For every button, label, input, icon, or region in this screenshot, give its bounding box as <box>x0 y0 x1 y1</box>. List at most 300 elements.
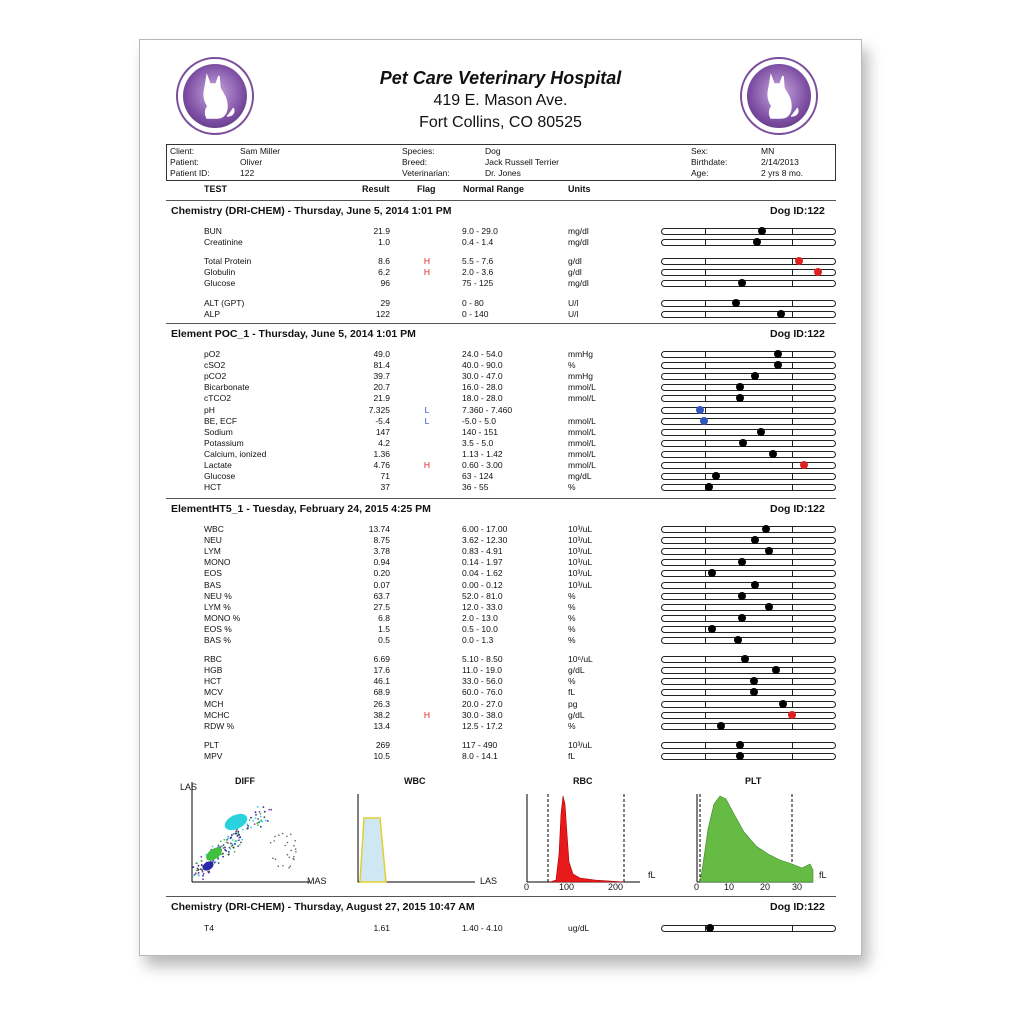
diff-scatter-point <box>275 858 277 860</box>
wbc-x-label: LAS <box>480 876 498 886</box>
range-boundary-tick <box>792 395 793 402</box>
test-normal-range: 12.0 - 33.0 <box>462 601 503 612</box>
test-normal-range: 1.13 - 1.42 <box>462 448 503 459</box>
diff-scatter-point <box>208 871 210 873</box>
result-row <box>140 591 861 602</box>
diff-scatter-point <box>226 842 228 844</box>
test-units: mmol/L <box>568 460 596 470</box>
diff-scatter-point <box>224 849 226 851</box>
result-position-dot <box>777 310 785 318</box>
test-flag: H <box>423 709 431 720</box>
test-units: % <box>568 601 576 612</box>
diff-scatter-point <box>201 865 203 867</box>
result-position-dot <box>705 483 713 491</box>
test-name: LYM % <box>204 601 231 612</box>
result-row <box>140 309 861 320</box>
result-row <box>140 237 861 248</box>
species-label: Species: <box>402 146 435 156</box>
test-name: MCHC <box>204 709 230 720</box>
range-boundary-tick <box>705 626 706 633</box>
diff-scatter-point <box>294 840 296 842</box>
test-name: LYM <box>204 546 221 557</box>
diff-scatter-point <box>263 806 265 808</box>
diff-scatter-point <box>265 820 267 822</box>
test-result: 122 <box>375 308 390 319</box>
lab-report-page <box>139 39 862 956</box>
test-result: 68.9 <box>373 687 390 698</box>
diff-scatter-point <box>227 842 229 844</box>
range-indicator-bar <box>661 742 836 749</box>
test-name: PLT <box>204 739 219 750</box>
diff-scatter-point <box>232 839 234 841</box>
test-result: 49.0 <box>373 349 390 359</box>
vet-value: Dr. Jones <box>485 168 521 178</box>
result-row <box>140 438 861 449</box>
range-boundary-tick <box>705 351 706 358</box>
diff-scatter-point <box>290 850 292 852</box>
test-result: 71 <box>380 471 390 482</box>
test-result: 6.69 <box>373 654 390 665</box>
diff-scatter-point <box>272 858 274 860</box>
diff-scatter-point <box>260 820 262 822</box>
test-units: % <box>568 676 576 687</box>
plt-x-label: fL <box>819 870 827 880</box>
test-normal-range: -5.0 - 5.0 <box>462 415 497 426</box>
section-divider <box>166 896 836 897</box>
patient-info-box <box>166 144 836 181</box>
range-boundary-tick <box>705 526 706 533</box>
range-boundary-tick <box>792 451 793 458</box>
test-result: 4.2 <box>378 437 390 448</box>
vet-label: Veterinarian: <box>402 168 450 178</box>
range-boundary-tick <box>792 723 793 730</box>
test-units: fL <box>568 687 576 698</box>
test-normal-range: 0.83 - 4.91 <box>462 546 503 557</box>
diff-scatter-point <box>202 871 204 873</box>
range-boundary-tick <box>705 712 706 719</box>
range-indicator-bar <box>661 615 836 622</box>
range-boundary-tick <box>792 418 793 425</box>
test-normal-range: 0.60 - 3.00 <box>462 460 503 470</box>
range-boundary-tick <box>705 407 706 414</box>
result-position-dot <box>739 439 747 447</box>
result-position-dot <box>736 752 744 760</box>
rbc-title: RBC <box>573 776 593 786</box>
diff-scatter-point <box>255 818 257 820</box>
test-result: 10.5 <box>373 750 390 761</box>
range-indicator-bar <box>661 228 836 235</box>
section-divider <box>166 498 836 499</box>
test-name: RBC <box>204 654 222 665</box>
test-units: % <box>568 590 576 601</box>
test-flag: L <box>424 415 430 426</box>
diff-scatter-point <box>255 811 257 813</box>
patient-label: Patient: <box>170 157 199 167</box>
diff-scatter-point <box>212 846 214 848</box>
result-position-dot <box>751 581 759 589</box>
range-boundary-tick <box>705 582 706 589</box>
rbc-tick-100: 100 <box>559 882 575 892</box>
result-position-dot <box>734 636 742 644</box>
diff-scatter-point <box>192 875 194 877</box>
test-units: g/dL <box>568 709 585 720</box>
range-boundary-tick <box>792 701 793 708</box>
range-indicator-bar <box>661 637 836 644</box>
range-boundary-tick <box>705 395 706 402</box>
range-boundary-tick <box>705 429 706 436</box>
range-indicator-bar <box>661 280 836 287</box>
diff-scatter-point <box>195 872 197 874</box>
range-boundary-tick <box>705 228 706 235</box>
test-result: 37 <box>380 482 390 493</box>
test-name: MPV <box>204 750 223 761</box>
result-position-dot <box>762 525 770 533</box>
test-units: fL <box>568 750 576 761</box>
test-units: % <box>568 720 576 731</box>
plt-tick-20: 20 <box>760 882 771 892</box>
diff-scatter-point <box>231 834 233 836</box>
range-boundary-tick <box>705 362 706 369</box>
client-value: Sam Miller <box>240 146 281 156</box>
diff-scatter-point <box>200 856 202 858</box>
range-indicator-bar <box>661 626 836 633</box>
test-result: 26.3 <box>373 698 390 709</box>
test-result: 81.4 <box>373 360 390 371</box>
diff-scatter-point <box>196 870 198 872</box>
range-boundary-tick <box>792 559 793 566</box>
diff-scatter-point <box>233 833 235 835</box>
diff-scatter-point <box>198 869 200 871</box>
range-boundary-tick <box>792 351 793 358</box>
diff-scatter-point <box>238 839 240 841</box>
test-normal-range: 1.40 - 4.10 <box>462 923 503 933</box>
range-indicator-bar <box>661 537 836 544</box>
test-normal-range: 30.0 - 38.0 <box>462 709 503 720</box>
diff-scatter-point <box>235 833 237 835</box>
range-boundary-tick <box>705 689 706 696</box>
test-result: 6.2 <box>378 267 390 278</box>
test-normal-range: 9.0 - 29.0 <box>462 226 498 236</box>
test-result: 38.2 <box>373 709 390 720</box>
test-units: U/l <box>568 297 579 308</box>
test-normal-range: 33.0 - 56.0 <box>462 676 503 687</box>
range-boundary-tick <box>705 473 706 480</box>
test-result: 3.78 <box>373 546 390 557</box>
test-name: pH <box>204 404 215 415</box>
test-normal-range: 0.14 - 1.97 <box>462 557 503 568</box>
result-position-dot <box>741 655 749 663</box>
wbc-title: WBC <box>404 776 426 786</box>
diff-scatter-point <box>195 862 197 864</box>
result-row <box>140 382 861 393</box>
range-boundary-tick <box>705 548 706 555</box>
sex-value: MN <box>761 146 775 156</box>
diff-scatter-point <box>235 830 237 832</box>
rbc-tick-200: 200 <box>608 882 624 892</box>
diff-scatter-point <box>200 868 202 870</box>
range-boundary-tick <box>792 440 793 447</box>
result-row <box>140 416 861 427</box>
test-normal-range: 0.0 - 1.3 <box>462 635 494 645</box>
diff-scatter-point <box>290 865 292 867</box>
result-row <box>140 535 861 546</box>
test-result: 21.9 <box>373 226 390 236</box>
result-position-dot <box>736 394 744 402</box>
range-indicator-bar <box>661 300 836 307</box>
test-result: 39.7 <box>373 371 390 382</box>
diff-scatter-point <box>215 861 217 863</box>
range-indicator-bar <box>661 678 836 685</box>
range-boundary-tick <box>705 300 706 307</box>
diff-scatter-point <box>233 847 235 849</box>
diff-scatter-point <box>282 865 284 867</box>
test-name: Sodium <box>204 426 233 437</box>
test-units: 10³/uL <box>568 546 593 557</box>
test-normal-range: 60.0 - 76.0 <box>462 687 503 698</box>
diff-scatter-point <box>274 836 276 838</box>
result-position-dot <box>757 428 765 436</box>
breed-label: Breed: <box>402 157 428 167</box>
diff-scatter-point <box>223 847 225 849</box>
column-header-units: Units <box>568 184 591 194</box>
diff-scatter-point <box>239 836 241 838</box>
result-position-dot <box>712 472 720 480</box>
test-units: mmol/L <box>568 382 596 393</box>
range-boundary-tick <box>792 484 793 491</box>
test-result: 0.20 <box>373 568 390 579</box>
diff-scatter-point <box>234 843 236 845</box>
diff-scatter-point <box>223 844 225 846</box>
range-boundary-tick <box>705 462 706 469</box>
test-normal-range: 2.0 - 3.6 <box>462 267 494 278</box>
result-row <box>140 278 861 289</box>
test-units: 10⁶/uL <box>568 654 593 665</box>
diff-scatter-point <box>250 817 252 819</box>
diff-scatter-point <box>268 809 270 811</box>
range-boundary-tick <box>792 656 793 663</box>
diff-scatter-point <box>267 820 269 822</box>
result-position-dot <box>779 700 787 708</box>
diff-scatter-point <box>201 860 203 862</box>
result-row <box>140 256 861 267</box>
range-indicator-bar <box>661 593 836 600</box>
range-boundary-tick <box>792 548 793 555</box>
section-title: Chemistry (DRI-CHEM) - Thursday, June 5, 2014 1:01 PM <box>171 205 452 217</box>
result-position-dot <box>706 924 714 932</box>
plt-title: PLT <box>745 776 762 786</box>
diff-scatter-point <box>246 828 248 830</box>
test-result: 1.36 <box>373 448 390 459</box>
test-units: mmHg <box>568 349 594 359</box>
age-label: Age: <box>691 168 709 178</box>
diff-scatter-point <box>240 842 242 844</box>
test-normal-range: 30.0 - 47.0 <box>462 371 503 382</box>
diff-scatter-point <box>241 839 243 841</box>
test-name: Globulin <box>204 267 236 278</box>
result-position-dot <box>788 711 796 719</box>
test-units: mmol/L <box>568 437 596 448</box>
plt-tick-30: 30 <box>792 882 803 892</box>
range-boundary-tick <box>705 451 706 458</box>
diff-scatter-point <box>278 834 280 836</box>
range-boundary-tick <box>792 570 793 577</box>
range-boundary-tick <box>792 667 793 674</box>
range-indicator-bar <box>661 712 836 719</box>
diff-scatter-plot <box>192 782 310 882</box>
test-result: 6.8 <box>378 612 390 623</box>
test-units: 10³/uL <box>568 568 593 579</box>
test-result: 147 <box>375 426 390 437</box>
test-result: 269 <box>375 739 390 750</box>
birthdate-label: Birthdate: <box>691 157 728 167</box>
diff-scatter-point <box>220 840 222 842</box>
result-position-dot <box>750 688 758 696</box>
section-divider <box>166 323 836 324</box>
range-indicator-bar <box>661 667 836 674</box>
range-boundary-tick <box>792 689 793 696</box>
diff-scatter-point <box>287 854 289 856</box>
result-position-dot <box>736 383 744 391</box>
section-divider <box>166 200 836 201</box>
section-species-id: Dog ID:122 <box>770 503 825 515</box>
result-position-dot <box>795 257 803 265</box>
diff-scatter-point <box>247 825 249 827</box>
test-name: HCT <box>204 676 222 687</box>
test-normal-range: 3.5 - 5.0 <box>462 437 494 448</box>
range-boundary-tick <box>705 373 706 380</box>
range-boundary-tick <box>792 462 793 469</box>
range-indicator-bar <box>661 925 836 932</box>
result-position-dot <box>738 558 746 566</box>
result-position-dot <box>814 268 822 276</box>
result-position-dot <box>772 666 780 674</box>
diff-scatter-point <box>232 843 234 845</box>
result-row <box>140 568 861 579</box>
range-boundary-tick <box>705 701 706 708</box>
breed-value: Jack Russell Terrier <box>485 157 560 167</box>
result-row <box>140 710 861 721</box>
range-indicator-bar <box>661 269 836 276</box>
test-name: Lactate <box>204 460 232 470</box>
test-name: BAS % <box>204 635 231 645</box>
test-normal-range: 0.00 - 0.12 <box>462 579 503 590</box>
test-name: HGB <box>204 665 223 676</box>
test-units: g/dl <box>568 267 582 278</box>
test-units: pg <box>568 698 578 709</box>
range-indicator-bar <box>661 311 836 318</box>
result-position-dot <box>751 536 759 544</box>
patient-id-label: Patient ID: <box>170 168 210 178</box>
wbc-histogram <box>358 794 475 882</box>
range-boundary-tick <box>792 258 793 265</box>
test-result: 21.9 <box>373 393 390 404</box>
range-indicator-bar <box>661 440 836 447</box>
plt-tick-10: 10 <box>724 882 735 892</box>
result-row <box>140 751 861 762</box>
test-result: 20.7 <box>373 382 390 393</box>
rbc-histogram <box>527 794 640 882</box>
diff-y-label: LAS <box>180 782 198 792</box>
range-boundary-tick <box>792 384 793 391</box>
range-boundary-tick <box>792 429 793 436</box>
test-units: ug/dL <box>568 923 590 933</box>
diff-scatter-point <box>295 848 297 850</box>
test-result: 13.4 <box>373 720 390 731</box>
test-units: % <box>568 623 576 634</box>
test-result: 1.61 <box>373 923 390 933</box>
test-flag: H <box>423 267 431 278</box>
diff-scatter-point <box>285 845 287 847</box>
diff-scatter-point <box>259 811 261 813</box>
range-boundary-tick <box>792 269 793 276</box>
test-name: pO2 <box>204 349 221 359</box>
range-boundary-tick <box>705 269 706 276</box>
plt-distribution <box>700 796 813 882</box>
test-normal-range: 40.0 - 90.0 <box>462 360 503 371</box>
diff-scatter-point <box>290 834 292 836</box>
test-units: % <box>568 482 576 493</box>
result-row <box>140 699 861 710</box>
test-units: mmol/L <box>568 415 596 426</box>
range-boundary-tick <box>792 362 793 369</box>
diff-scatter-point <box>228 852 230 854</box>
result-position-dot <box>696 406 704 414</box>
hospital-name: Pet Care Veterinary Hospital <box>379 68 622 88</box>
diff-scatter-point <box>270 842 272 844</box>
result-row <box>140 226 861 237</box>
diff-scatter-point <box>229 847 231 849</box>
test-result: 0.94 <box>373 557 390 568</box>
result-row <box>140 524 861 535</box>
diff-scatter-point <box>234 840 236 842</box>
diff-scatter-point <box>222 853 224 855</box>
range-boundary-tick <box>705 678 706 685</box>
test-units: % <box>568 635 576 645</box>
diff-scatter-point <box>264 816 266 818</box>
range-boundary-tick <box>792 753 793 760</box>
result-position-dot <box>765 547 773 555</box>
range-boundary-tick <box>792 311 793 318</box>
range-indicator-bar <box>661 689 836 696</box>
test-normal-range: 2.0 - 13.0 <box>462 612 498 623</box>
range-indicator-bar <box>661 604 836 611</box>
test-name: Bicarbonate <box>204 382 250 393</box>
test-normal-range: 0 - 140 <box>462 308 489 319</box>
test-normal-range: 7.360 - 7.460 <box>462 404 513 415</box>
range-indicator-bar <box>661 656 836 663</box>
diff-scatter-point <box>242 829 244 831</box>
diff-scatter-point <box>237 845 239 847</box>
test-name: Calcium, ionized <box>204 448 267 459</box>
test-name: pCO2 <box>204 371 227 382</box>
test-normal-range: 140 - 151 <box>462 426 498 437</box>
range-boundary-tick <box>705 559 706 566</box>
range-indicator-bar <box>661 548 836 555</box>
result-row <box>140 580 861 591</box>
diff-scatter-point <box>286 836 288 838</box>
rbc-x-label: fL <box>648 870 656 880</box>
test-name: cTCO2 <box>204 393 231 404</box>
range-boundary-tick <box>705 440 706 447</box>
test-normal-range: 8.0 - 14.1 <box>462 750 498 761</box>
diff-scatter-point <box>259 820 261 822</box>
result-position-dot <box>700 417 708 425</box>
diff-scatter-point <box>260 826 262 828</box>
range-boundary-tick <box>792 925 793 932</box>
result-row <box>140 482 861 493</box>
test-normal-range: 5.10 - 8.50 <box>462 654 503 665</box>
result-row <box>140 267 861 278</box>
